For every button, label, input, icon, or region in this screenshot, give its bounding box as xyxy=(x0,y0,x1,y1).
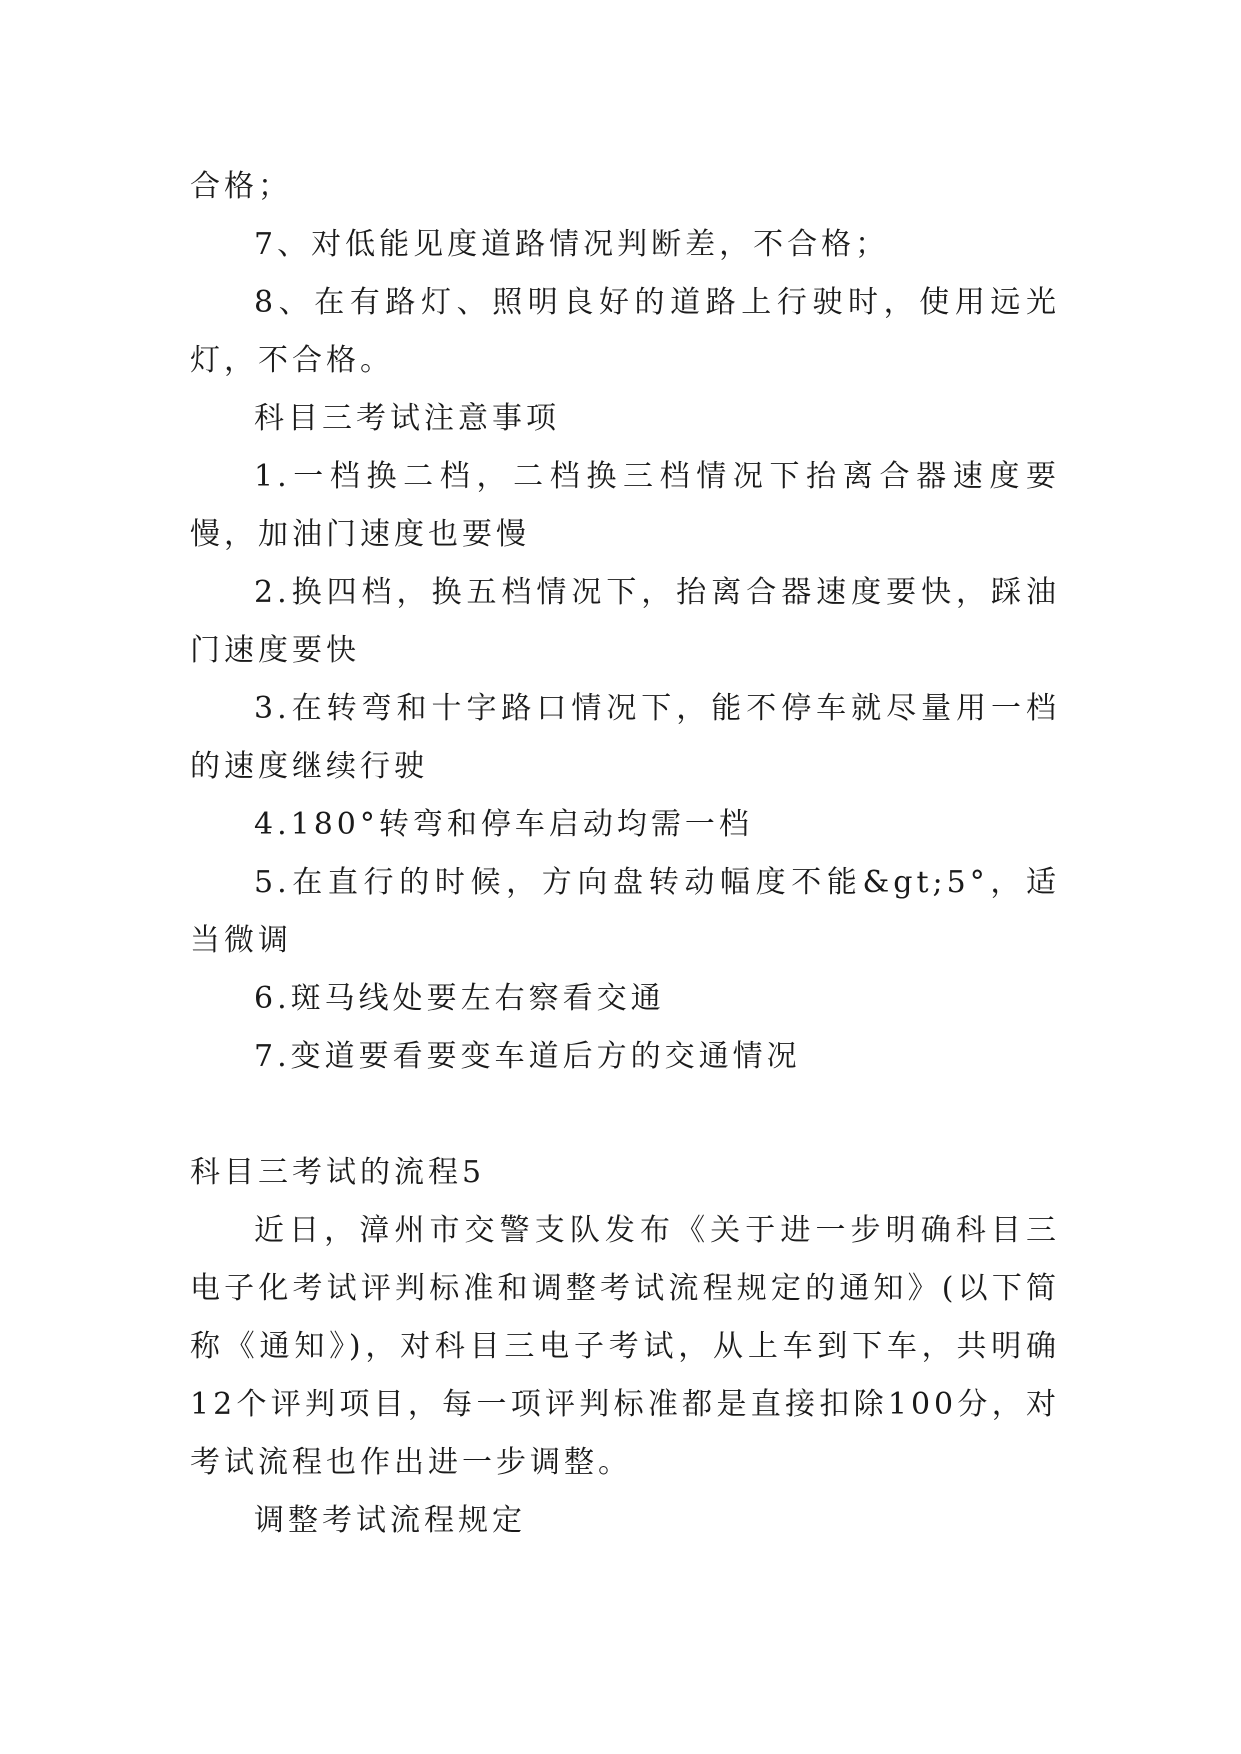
paragraph-item-8: 8、在有路灯、照明良好的道路上行驶时，使用远光灯，不合格。 xyxy=(190,285,1060,378)
note-item-2: 2.换四档，换五档情况下，抬离合器速度要快，踩油门速度要快 xyxy=(190,575,1060,668)
note-item-7: 7.变道要看要变车道后方的交通情况 xyxy=(254,1039,801,1074)
note-item-4: 4.180°转弯和停车启动均需一档 xyxy=(254,807,753,842)
note-item-5: 5.在直行的时候，方向盘转动幅度不能&gt;5°，适当微调 xyxy=(190,865,1060,958)
note-item-6: 6.斑马线处要左右察看交通 xyxy=(254,981,665,1016)
note-item-3: 3.在转弯和十字路口情况下，能不停车就尽量用一档的速度继续行驶 xyxy=(190,691,1060,784)
section-heading: 科目三考试的流程5 xyxy=(190,1155,486,1190)
paragraph-news: 近日，漳州市交警支队发布《关于进一步明确科目三电子化考试评判标准和调整考试流程规定的通知》(以下简称《通知》)，对科目三电子考试，从上车到下车，共明确12个评判项目，每一项评判标准都是直接扣除100分，对考试流程也作出进一步调整。 xyxy=(190,1213,1060,1480)
paragraph-item-7: 7、对低能见度道路情况判断差，不合格； xyxy=(254,227,890,262)
paragraph-continuation: 合格； xyxy=(190,169,292,204)
subheading-process: 调整考试流程规定 xyxy=(254,1503,526,1538)
note-item-1: 1.一档换二档，二档换三档情况下抬离合器速度要慢，加油门速度也要慢 xyxy=(190,459,1060,552)
document-body xyxy=(190,158,1060,1550)
subheading-notes: 科目三考试注意事项 xyxy=(254,401,560,436)
section-spacer xyxy=(190,1086,1060,1144)
